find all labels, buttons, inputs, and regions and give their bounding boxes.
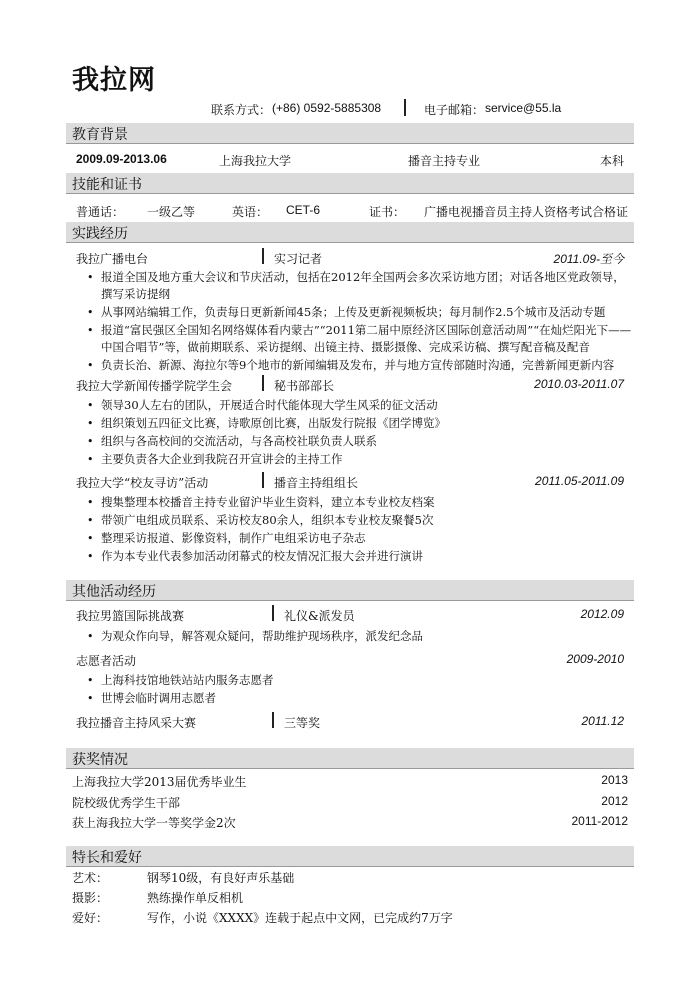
activity-date: 2009-2010 [566, 652, 624, 666]
list-item: • 为观众作向导，解答观众疑问，帮助维护现场秩序，派发纪念品 [87, 628, 632, 645]
skill-english-label: 英语： [232, 205, 269, 219]
education-period: 2009.09-2013.06 [76, 152, 167, 166]
section-title-practice: 实践经历 [72, 226, 128, 242]
activity-name: 我拉男篮国际挑战赛 [76, 609, 185, 623]
practice-role: 实习记者 [274, 252, 323, 266]
practice-role: 播音主持组组长 [274, 476, 359, 490]
role-divider [262, 375, 264, 391]
list-item: • 世博会临时调用志愿者 [87, 690, 632, 707]
practice-bullet-list [87, 494, 632, 566]
practice-org: 我拉广播电台 [76, 252, 149, 266]
hobby-value: 钢琴10级，有良好声乐基础 [147, 871, 295, 885]
section-activities [66, 580, 634, 600]
award-title: 上海我拉大学2013届优秀毕业生 [72, 775, 247, 789]
award-year: 2013 [601, 773, 628, 787]
education-major: 播音主持专业 [408, 154, 481, 168]
practice-org: 我拉大学“校友寻访”活动 [76, 476, 209, 490]
role-divider [262, 472, 264, 488]
practice-date: 2010.03-2011.07 [534, 377, 624, 391]
list-item: • 组织与各高校间的交流活动，与各高校社联负责人联系 [87, 433, 632, 450]
section-rule [66, 242, 634, 243]
skill-cert-label: 证书： [369, 205, 406, 219]
activity-date: 2012.09 [580, 607, 624, 621]
activity-date: 2011.12 [581, 714, 624, 728]
list-item: • 组织策划五四征文比赛，诗歌原创比赛，出版发行院报《团学博览》 [87, 415, 632, 432]
section-education [66, 123, 634, 143]
hobby-label: 摄影： [72, 891, 109, 905]
contact-divider [404, 99, 406, 116]
email-label: 电子邮箱： [424, 103, 485, 117]
list-item: • 上海科技馆地铁站站内服务志愿者 [87, 672, 632, 689]
section-title-activities: 其他活动经历 [72, 584, 156, 600]
hobby-value: 熟练操作单反相机 [147, 891, 244, 905]
award-year: 2012 [601, 794, 628, 808]
section-title-hobbies: 特长和爱好 [72, 850, 142, 866]
section-title-skills: 技能和证书 [72, 177, 142, 193]
list-item: • 负责长治、新源、海拉尔等9个地市的新闻编辑及发布，并与地方宣传部随时沟通，完善新闻更新内容 [87, 357, 632, 374]
section-title-awards: 获奖情况 [72, 752, 128, 768]
role-divider [272, 605, 274, 621]
education-school: 上海我拉大学 [219, 154, 292, 168]
practice-date: 2011.05-2011.09 [535, 474, 624, 488]
list-item: • 整理采访报道、影像资料，制作广电组采访电子杂志 [87, 530, 632, 547]
skill-mandarin-value: 一级乙等 [147, 205, 196, 219]
skill-cert-value: 广播电视播音员主持人资格考试合格证 [424, 205, 629, 219]
practice-bullet-list [87, 397, 632, 469]
section-rule [66, 866, 634, 867]
phone-label: 联系方式： [211, 103, 272, 117]
section-practice [66, 222, 634, 242]
section-hobbies [66, 846, 634, 866]
award-title: 获上海我拉大学一等奖学金2次 [72, 816, 236, 830]
section-rule [66, 768, 634, 769]
activity-bullet-list [87, 672, 632, 708]
role-divider [262, 248, 264, 264]
practice-bullet-list [87, 269, 632, 375]
resume-name: 我拉网 [72, 65, 156, 96]
list-item: • 领导30人左右的团队，开展适合时代能体现大学生风采的征文活动 [87, 397, 632, 414]
activity-bullet-list [87, 628, 632, 646]
activity-role: 礼仪&派发员 [284, 609, 355, 623]
practice-date: 2011.09-至今 [553, 252, 624, 266]
award-year: 2011-2012 [571, 814, 628, 828]
section-awards [66, 748, 634, 768]
section-rule [66, 143, 634, 144]
list-item: • 报道全国及地方重大会议和节庆活动，包括在2012年全国两会多次采访地方团；对话各地区党政领导，撰写采访提纲 [87, 269, 632, 303]
list-item: • 报道“富民强区全国知名网络媒体看内蒙古”“2011第二届中原经济区国际创意活动周”“在灿烂阳光下——中国合唱节”等，做前期联系、采访提纲、出镜主持、摄影摄像、完成采访稿、撰写配音稿及配音 [87, 322, 632, 356]
section-skills [66, 173, 634, 193]
role-divider [272, 712, 274, 728]
activity-role: 三等奖 [284, 716, 321, 730]
activity-name: 我拉播音主持风采大赛 [76, 716, 197, 730]
list-item: • 主要负责各大企业到我院召开宣讲会的主持工作 [87, 451, 632, 468]
phone-value: (+86) 0592-5885308 [272, 101, 382, 115]
practice-role: 秘书部部长 [274, 379, 335, 393]
activity-name: 志愿者活动 [76, 654, 137, 668]
list-item: • 带领广电组成员联系、采访校友80余人，组织本专业校友聚餐5次 [87, 512, 632, 529]
hobby-value: 写作，小说《XXXX》连载于起点中文网，已完成约7万字 [147, 911, 453, 925]
award-title: 院校级优秀学生干部 [72, 796, 181, 810]
hobby-label: 艺术： [72, 871, 109, 885]
skill-english-value: CET-6 [286, 203, 321, 217]
hobby-label: 爱好： [72, 911, 109, 925]
education-degree: 本科 [600, 154, 625, 168]
list-item: • 从事网站编辑工作，负责每日更新新闻45条；上传及更新视频板块；每月制作2.5个城市及活动专题 [87, 304, 632, 321]
section-title-education: 教育背景 [72, 127, 128, 143]
section-rule [66, 193, 634, 194]
list-item: • 作为本专业代表参加活动闭幕式的校友情况汇报大会并进行演讲 [87, 548, 632, 565]
email-value[interactable]: service@55.la [485, 101, 562, 115]
section-rule [66, 600, 634, 601]
list-item: • 搜集整理本校播音主持专业留沪毕业生资料，建立本专业校友档案 [87, 494, 632, 511]
skill-mandarin-label: 普通话： [76, 205, 125, 219]
practice-org: 我拉大学新闻传播学院学生会 [76, 379, 233, 393]
